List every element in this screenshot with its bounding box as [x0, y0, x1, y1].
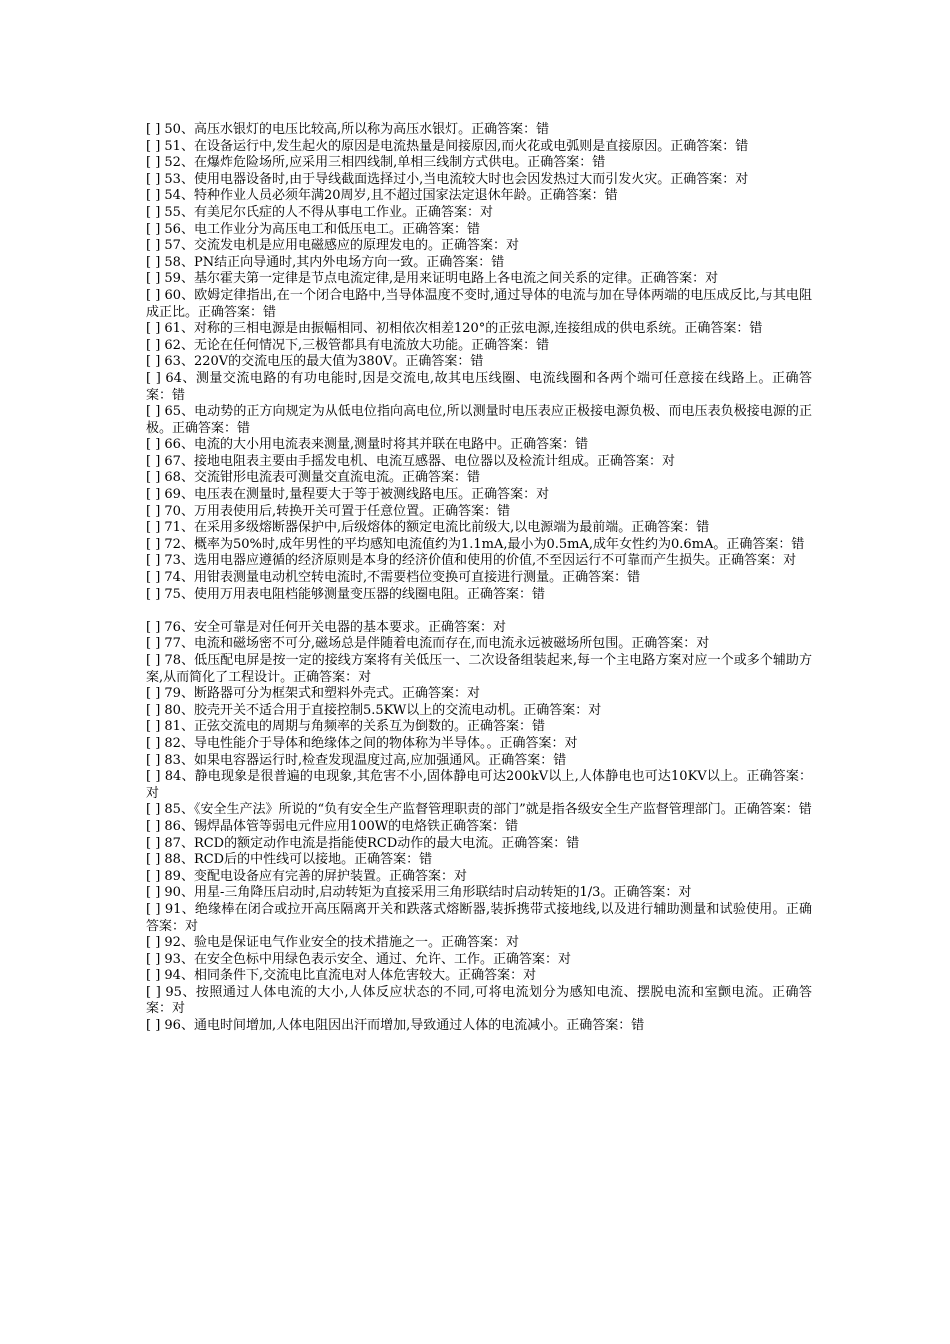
- question-item: [ ] 60、欧姆定律指出,在一个闭合电路中,当导体温度不变时,通过导体的电流与加在导体两端的电压成反比,与其电阻成正比。正确答案：错: [146, 287, 812, 320]
- question-item: [ ] 58、PN结正向导通时,其内外电场方向一致。正确答案：错: [146, 254, 505, 270]
- question-item: [ ] 83、如果电容器运行时,检查发现温度过高,应加强通风。正确答案：错: [146, 752, 567, 768]
- question-item: [ ] 86、锡焊晶体管等弱电元件应用100W的电烙铁正确答案：错: [146, 818, 519, 834]
- question-item: [ ] 51、在设备运行中,发生起火的原因是电流热量是间接原因,而火花或电弧则是直接原因。正确答案：错: [146, 138, 749, 154]
- question-item: [ ] 63、220V的交流电压的最大值为380V。正确答案：错: [146, 354, 484, 370]
- question-item: [ ] 89、变配电设备应有完善的屏护装置。正确答案：对: [146, 868, 467, 884]
- question-item: [ ] 71、在采用多级熔断器保护中,后级熔体的额定电流比前级大,以电源端为最前端。正确答案：错: [146, 520, 710, 536]
- question-item: [ ] 55、有美尼尔氏症的人不得从事电工作业。正确答案：对: [146, 204, 493, 220]
- question-item: [ ] 54、特种作业人员必须年满20周岁,且不超过国家法定退休年龄。正确答案：错: [146, 188, 618, 204]
- question-item: [ ] 64、测量交流电路的有功电能时,因是交流电,故其电压线圈、电流线圈和各两个端可任意接在线路上。正确答案：错: [146, 370, 812, 403]
- question-item: [ ] 93、在安全色标中用绿色表示安全、通过、允许、工作。正确答案：对: [146, 951, 571, 967]
- question-item: [ ] 62、无论在任何情况下,三极管都具有电流放大功能。正确答案：错: [146, 337, 550, 353]
- question-item: [ ] 77、电流和磁场密不可分,磁场总是伴随着电流而存在,而电流永远被磁场所包围。正确答案：对: [146, 636, 710, 652]
- question-item: [ ] 56、电工作业分为高压电工和低压电工。正确答案：错: [146, 221, 480, 237]
- question-item: [ ] 73、选用电器应遵循的经济原则是本身的经济价值和使用的价值,不至因运行不可靠而产生损失。正确答案：对: [146, 553, 797, 569]
- question-item: [ ] 82、导电性能介于导体和绝缘体之间的物体称为半导体。。正确答案：对: [146, 735, 578, 751]
- question-item: [ ] 68、交流钳形电流表可测量交直流电流。正确答案：错: [146, 470, 480, 486]
- question-item: [ ] 87、RCD的额定动作电流是指能使RCD动作的最大电流。正确答案：错: [146, 835, 580, 851]
- question-item: [ ] 94、相同条件下,交流电比直流电对人体危害较大。正确答案：对: [146, 968, 537, 984]
- question-item: [ ] 50、高压水银灯的电压比较高,所以称为高压水银灯。正确答案：错: [146, 122, 550, 137]
- question-item: [ ] 84、静电现象是很普遍的电现象,其危害不小,固体静电可达200kV以上,人体静电也可达10KV以上。正确答案：对: [146, 769, 812, 801]
- question-item: [ ] 95、按照通过人体电流的大小,人体反应状态的不同,可将电流划分为感知电流、摆脱电流和室颤电流。正确答案：对: [146, 984, 812, 1017]
- section-gap: [146, 603, 812, 620]
- question-item: [ ] 79、断路器可分为框架式和塑料外壳式。正确答案：对: [146, 686, 480, 702]
- question-item: [ ] 53、使用电器设备时,由于导线截面选择过小,当电流较大时也会因发热过大而引发火灾。正确答案：对: [146, 171, 749, 187]
- question-item: [ ] 69、电压表在测量时,量程要大于等于被测线路电压。正确答案：对: [146, 487, 550, 503]
- question-item: [ ] 88、RCD后的中性线可以接地。正确答案：错: [146, 852, 433, 868]
- question-item: [ ] 59、基尔霍夫第一定律是节点电流定律,是用来证明电路上各电流之间关系的定律。正确答案：对: [146, 271, 719, 287]
- question-item: [ ] 78、低压配电屏是按一定的接线方案将有关低压一、二次设备组装起来,每一个主电路方案对应一个或多个辅助方案,从而简化了工程设计。正确答案：对: [146, 653, 812, 685]
- question-item: [ ] 91、绝缘棒在闭合或拉开高压隔离开关和跌落式熔断器,装拆携带式接地线,以及进行辅助测量和试验使用。正确答案：对: [146, 901, 812, 934]
- question-item: [ ] 76、安全可靠是对任何开关电器的基本要求。正确答案：对: [146, 619, 506, 635]
- question-item: [ ] 66、电流的大小用电流表来测量,测量时将其并联在电路中。正确答案：错: [146, 437, 589, 453]
- document-page: [146, 122, 812, 1035]
- question-item: [ ] 52、在爆炸危险场所,应采用三相四线制,单相三线制方式供电。正确答案：错: [146, 155, 606, 171]
- question-item: [ ] 74、用钳表测量电动机空转电流时,不需要档位变换可直接进行测量。正确答案：错: [146, 570, 641, 586]
- question-item: [ ] 70、万用表使用后,转换开关可置于任意位置。正确答案：错: [146, 503, 511, 519]
- question-item: [ ] 81、正弦交流电的周期与角频率的关系互为倒数的。正确答案：错: [146, 719, 545, 735]
- question-item: [ ] 61、对称的三相电源是由振幅相同、初相依次相差120°的正弦电源,连接组成的供电系统。正确答案：错: [146, 321, 763, 337]
- question-item: [ ] 90、用星-三角降压启动时,启动转矩为直接采用三角形联结时启动转矩的1/3。正确答案：对: [146, 885, 692, 901]
- question-item: [ ] 85、《安全生产法》所说的“负有安全生产监督管理职责的部门”就是指各级安全生产监督管理部门。正确答案：错: [146, 802, 812, 818]
- question-item: [ ] 80、胶壳开关不适合用于直接控制5.5KW以上的交流电动机。正确答案：对: [146, 702, 602, 718]
- question-item: [ ] 96、通电时间增加,人体电阻因出汗而增加,导致通过人体的电流减小。正确答案：错: [146, 1018, 645, 1034]
- question-item: [ ] 75、使用万用表电阻档能够测量变压器的线圈电阻。正确答案：错: [146, 586, 545, 602]
- question-item: [ ] 92、验电是保证电气作业安全的技术措施之一。正确答案：对: [146, 935, 519, 951]
- question-item: [ ] 67、接地电阻表主要由手摇发电机、电流互感器、电位器以及检流计组成。正确答案：对: [146, 453, 675, 469]
- question-item: [ ] 57、交流发电机是应用电磁感应的原理发电的。正确答案：对: [146, 238, 519, 254]
- question-item: [ ] 65、电动势的正方向规定为从低电位指向高电位,所以测量时电压表应正极接电源负极、而电压表负极接电源的正极。正确答案：错: [146, 404, 812, 436]
- question-item: [ ] 72、概率为50%时,成年男性的平均感知电流值约为1.1mA,最小为0.5mA,成年女性约为0.6mA。正确答案：错: [146, 536, 805, 552]
